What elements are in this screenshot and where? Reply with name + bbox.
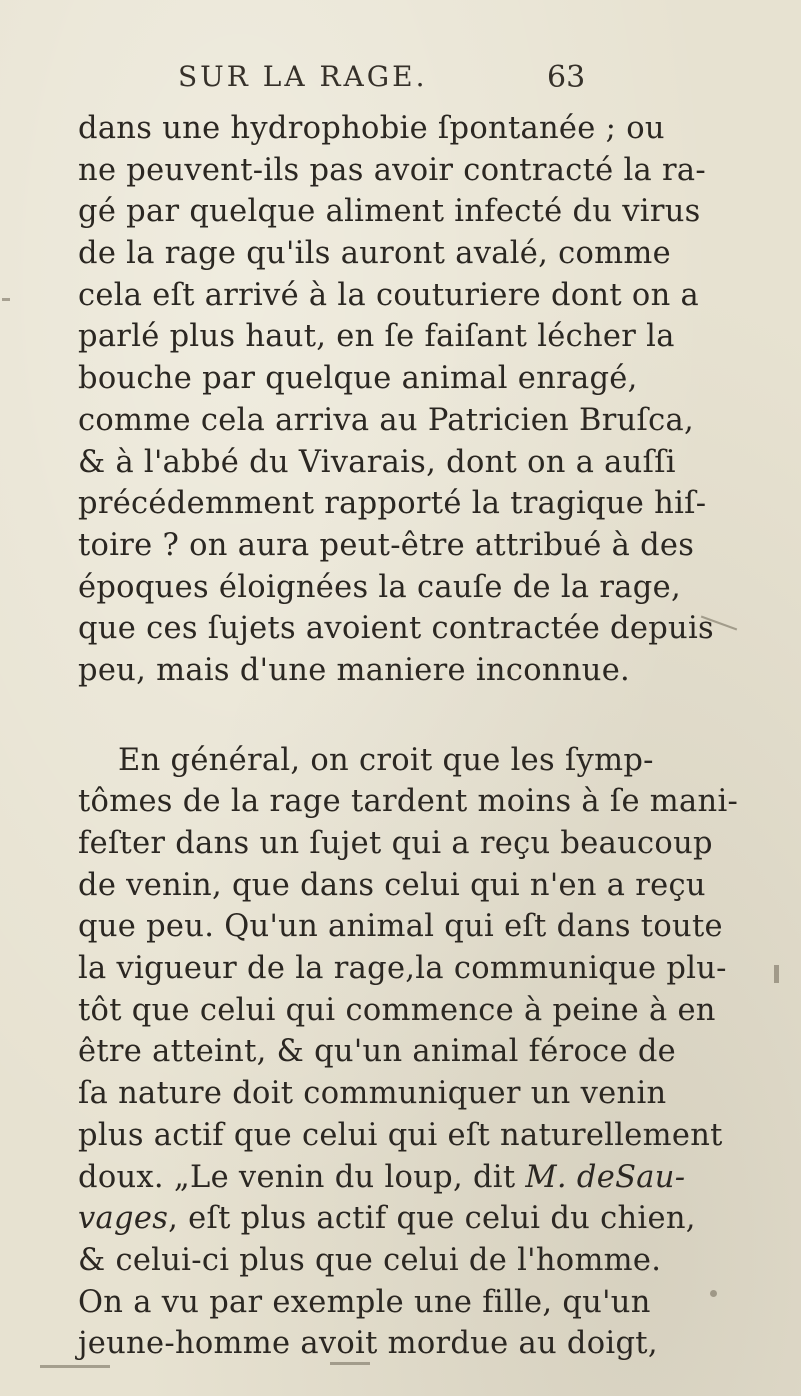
- text-line: ſa nature doit communiquer un venin: [78, 1076, 667, 1112]
- text-line: peu, mais d'une maniere inconnue.: [78, 652, 631, 688]
- italic-span: M. deSau-: [525, 1159, 686, 1195]
- margin-mark: [40, 1365, 110, 1368]
- margin-mark: [2, 298, 10, 301]
- margin-mark: [774, 965, 779, 983]
- text-line: [78, 1198, 778, 1240]
- text-line: bouche par quelque animal enragé,: [78, 361, 638, 397]
- text-line: & à l'abbé du Vivarais, dont on a auſſi: [78, 444, 676, 480]
- running-head: [0, 60, 801, 100]
- text-span: doux. „Le venin du loup, dit: [78, 1159, 526, 1195]
- text-line: & celui-ci plus que celui de l'homme.: [78, 1242, 662, 1278]
- body-text: [78, 108, 778, 1365]
- paragraph-gap: [78, 692, 778, 740]
- text-line: de venin, que dans celui qui n'en a reçu: [78, 867, 706, 903]
- text-line: parlé plus haut, en ſe faiſant lécher la: [78, 319, 675, 355]
- margin-mark: [330, 1362, 370, 1365]
- text-line: En général, on croit que les ſymp-: [118, 742, 654, 778]
- text-line: gé par quelque aliment infecté du virus: [78, 194, 701, 230]
- text-line: feſter dans un ſujet qui a reçu beaucoup: [78, 826, 713, 861]
- text-line: époques éloignées la cauſe de la rage,: [78, 569, 681, 605]
- text-line: précédemment rapporté la tragique hiſ-: [78, 486, 707, 522]
- text-line: On a vu par exemple une fille, qu'un: [78, 1284, 651, 1320]
- text-line: la vigueur de la rage,la communique plu-: [78, 951, 727, 987]
- text-line: de la rage qu'ils auront avalé, comme: [78, 236, 671, 272]
- page-number: 63: [547, 60, 586, 95]
- text-line: ne peuvent-ils pas avoir contracté la ra-: [78, 152, 707, 188]
- text-line: être atteint, & qu'un animal féroce de: [78, 1034, 677, 1070]
- text-line: dans une hydrophobie ſpontanée ; ou: [78, 111, 665, 146]
- text-line: tômes de la rage tardent moins à ſe mani-: [78, 784, 739, 820]
- text-line: [78, 1157, 778, 1199]
- text-line: que ces ſujets avoient contractée depuis: [78, 611, 714, 647]
- text-line: jeune-homme avoit mordue au doigt,: [78, 1326, 658, 1362]
- text-line: comme cela arriva au Patricien Bruſca,: [78, 402, 694, 438]
- text-span: , eſt plus actif que celui du chien,: [168, 1201, 696, 1237]
- text-line: plus actif que celui qui eſt naturellement: [78, 1117, 723, 1153]
- text-line: cela eſt arrivé à la couturiere dont on a: [78, 277, 700, 313]
- text-line: tôt que celui qui commence à peine à en: [78, 992, 716, 1028]
- text-line: toire ? on aura peut-être attribué à des: [78, 527, 695, 563]
- text-line: que peu. Qu'un animal qui eſt dans toute: [78, 909, 723, 945]
- margin-mark: [710, 1290, 717, 1297]
- italic-span: vages: [78, 1201, 169, 1237]
- running-head-title: SUR LA RAGE.: [178, 60, 428, 93]
